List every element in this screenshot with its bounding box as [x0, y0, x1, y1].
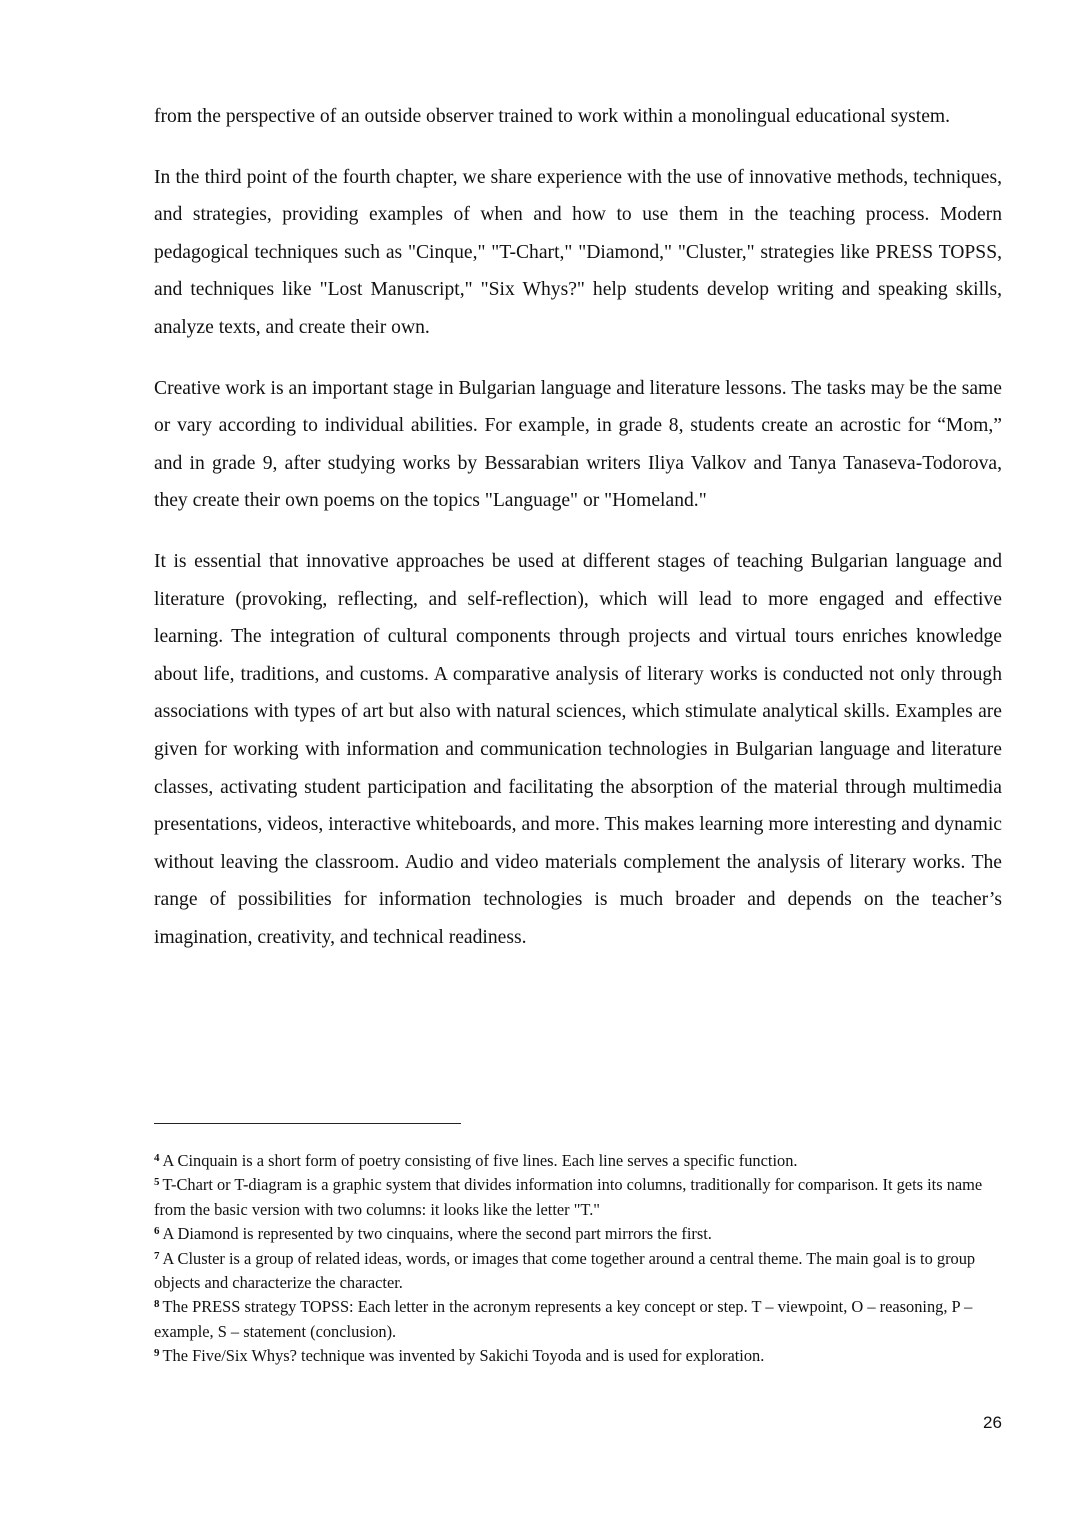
- footnote-9: [154, 1344, 1006, 1368]
- footnote-number: 8: [154, 1298, 160, 1311]
- document-body: [154, 98, 1002, 979]
- footnote-text: The PRESS strategy TOPSS: Each letter in the acronym represents a key concept or step. T – viewpoint, O – reasoning, P – example, S – statement (conclusion).: [154, 1297, 973, 1341]
- paragraph-observer: from the perspective of an outside observer trained to work within a monolingual educational system.: [154, 106, 951, 127]
- footnote-number: 6: [154, 1225, 160, 1238]
- footnotes: [154, 1149, 1006, 1369]
- footnote-text: A Diamond is represented by two cinquains, where the second part mirrors the first.: [162, 1224, 712, 1244]
- paragraph-innovative-approaches: It is essential that innovative approaches be used at different stages of teaching Bulgarian language and literature (provoking, reflecting, and self-reflection), which will lead to more engaged and effective learning. The integration of cultural components through projects and virtual tours enriches knowledge about life, traditions, and customs. A comparative analysis of literary works is conducted not only through associations with types of art but also with natural sciences, which stimulate analytical skills. Examples are given for working with information and communication technologies in Bulgarian language and literature classes, activating student participation and facilitating the absorption of the material through multimedia presentations, videos, interactive whiteboards, and more. This makes learning more interesting and dynamic without leaving the classroom. Audio and video materials complement the analysis of literary works. The range of possibilities for information technologies is much broader and depends on the teacher’s imagination, creativity, and technical readiness.: [154, 550, 1002, 948]
- footnote-8: [154, 1295, 1006, 1344]
- paragraph-creative-work: Creative work is an important stage in Bulgarian language and literature lessons. The tasks may be the same or vary according to individual abilities. For example, in grade 8, students create an acrostic for “Mom,” and in grade 9, after studying works by Bessarabian writers Iliya Valkov and Tanya Tanaseva-Todorova, they create their own poems on the topics "Language" or "Homeland.": [154, 377, 1002, 512]
- footnote-number: 9: [154, 1347, 160, 1360]
- footnote-number: 5: [154, 1176, 160, 1189]
- footnote-text: T-Chart or T-diagram is a graphic system that divides information into columns, traditionally for comparison. It gets its name from the basic version with two columns: it looks like the letter "T.": [154, 1175, 983, 1219]
- page-number: 26: [983, 1413, 1002, 1432]
- footnote-separator: [154, 1123, 461, 1124]
- footnote-6: [154, 1222, 1006, 1246]
- footnote-text: The Five/Six Whys? technique was invented by Sakichi Toyoda and is used for exploration.: [162, 1346, 765, 1366]
- footnote-7: [154, 1247, 1006, 1296]
- footnote-number: 4: [154, 1152, 160, 1164]
- footnote-5: [154, 1173, 1006, 1222]
- footnote-number: 7: [154, 1249, 160, 1262]
- footnote-text: A Cinquain is a short form of poetry consisting of five lines. Each line serves a specific function.: [162, 1151, 798, 1170]
- footnote-4: [154, 1149, 1006, 1173]
- footnote-text: A Cluster is a group of related ideas, words, or images that come together around a central theme. The main goal is to group objects and characterize the character.: [154, 1248, 976, 1293]
- paragraph-innovative-methods: In the third point of the fourth chapter, we share experience with the use of innovative methods, techniques, and strategies, providing examples of when and how to use them in the teaching process. Modern pedagogical techniques such as "Cinque," "T-Chart," "Diamond," "Cluster," strategies like PRESS TOPSS, and techniques like "Lost Manuscript," "Six Whys?" help students develop writing and speaking skills, analyze texts, and create their own.: [154, 166, 1002, 338]
